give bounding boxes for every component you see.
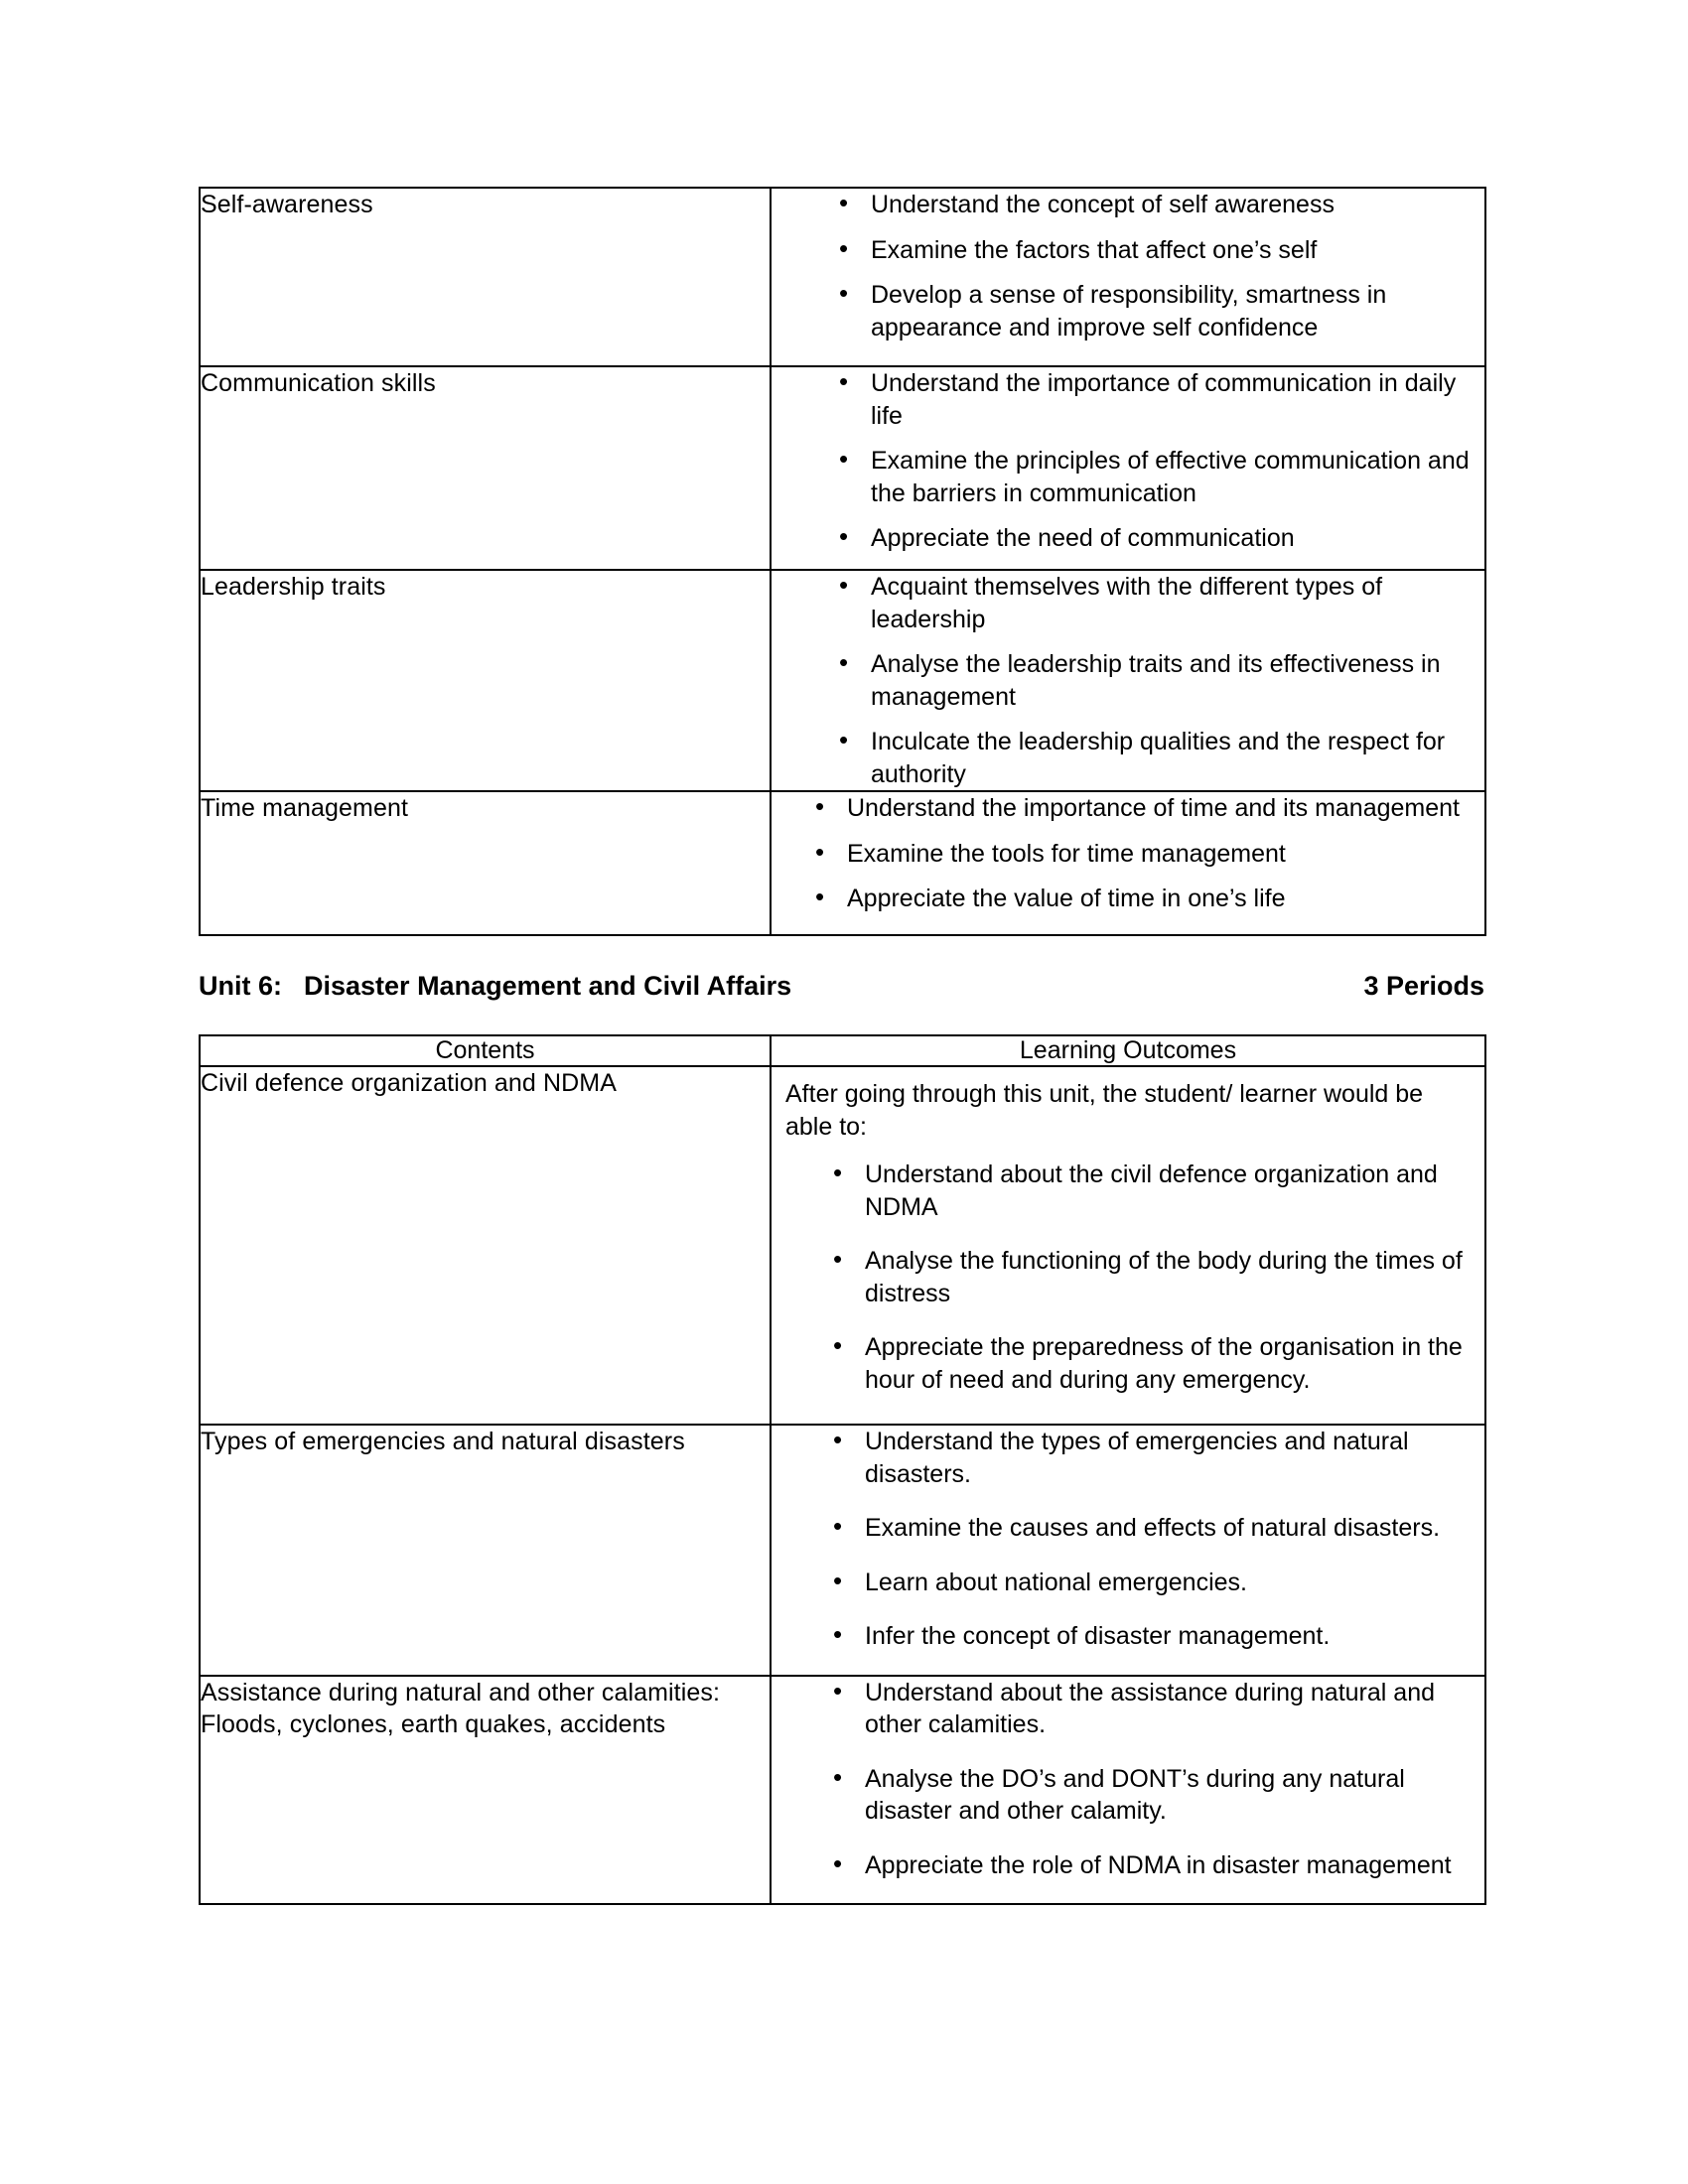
outcomes-cell [771, 570, 1485, 791]
unit-periods: 3 Periods [1363, 971, 1484, 1001]
table-row [200, 791, 1485, 935]
list-item: • Analyse the DO’s and DONT’s during any natural disaster and other calamity. [772, 1763, 1484, 1828]
list-item: • Understand about the assistance during natural and other calamities. [772, 1677, 1484, 1741]
unit-heading [199, 971, 1484, 1002]
list-item: • Appreciate the preparedness of the organisation in the hour of need and during any emergency. [772, 1331, 1484, 1396]
table-row [200, 1676, 1485, 1905]
unit6-table [199, 1034, 1486, 1905]
list-item: • Examine the factors that affect one’s self [772, 234, 1484, 267]
list-item: • Appreciate the need of communication [772, 522, 1484, 555]
outcomes-list [772, 1426, 1484, 1653]
outcomes-list [772, 189, 1484, 343]
outcomes-list [772, 1677, 1484, 1882]
outcomes-cell [771, 1676, 1485, 1905]
unit5-continuation-table [199, 187, 1486, 936]
list-item: • Analyse the leadership traits and its effectiveness in management [772, 648, 1484, 713]
outcomes-cell [771, 188, 1485, 366]
outcomes-list [772, 792, 1484, 915]
content-label: Communication skills [201, 369, 436, 397]
unit-number: Unit 6: [199, 971, 282, 1001]
table-row [200, 1066, 1485, 1425]
list-item: • Understand about the civil defence organization and NDMA [772, 1159, 1484, 1223]
column-header-contents: Contents [200, 1035, 771, 1066]
outcomes-cell [771, 366, 1485, 570]
list-item: • Understand the importance of communication in daily life [772, 367, 1484, 432]
list-item: • Infer the concept of disaster management. [772, 1620, 1484, 1653]
outcomes-cell [771, 1066, 1485, 1425]
list-item: • Understand the concept of self awareness [772, 189, 1484, 221]
content-cell [200, 366, 771, 570]
list-item: • Inculcate the leadership qualities and the respect for authority [772, 726, 1484, 790]
content-cell [200, 791, 771, 935]
table-header-row [200, 1035, 1485, 1066]
content-cell [200, 1066, 771, 1425]
content-label: Time management [201, 794, 408, 822]
outcomes-list [772, 1159, 1484, 1424]
outcomes-list [772, 571, 1484, 790]
outcomes-cell [771, 1425, 1485, 1676]
content-cell [200, 1425, 771, 1676]
table-row [200, 366, 1485, 570]
list-item: • Examine the tools for time management [772, 838, 1484, 871]
unit-heading-left [199, 971, 791, 1002]
list-item: • Appreciate the value of time in one’s life [772, 883, 1484, 915]
column-header-learning-outcomes: Learning Outcomes [771, 1035, 1485, 1066]
list-item: • Examine the causes and effects of natural disasters. [772, 1512, 1484, 1545]
table-row [200, 570, 1485, 791]
table-row [200, 188, 1485, 366]
content-label: Leadership traits [201, 573, 386, 601]
list-item: • Develop a sense of responsibility, smartness in appearance and improve self confidence [772, 279, 1484, 343]
content-label: Assistance during natural and other calamities: Floods, cyclones, earth quakes, accidents [201, 1678, 721, 1738]
content-cell [200, 1676, 771, 1905]
list-item: • Acquaint themselves with the different types of leadership [772, 571, 1484, 635]
list-item: • Understand the importance of time and its management [772, 792, 1484, 825]
content-label: Types of emergencies and natural disasters [201, 1428, 685, 1455]
unit-title: Disaster Management and Civil Affairs [304, 971, 792, 1001]
list-item: • Understand the types of emergencies and natural disasters. [772, 1426, 1484, 1490]
list-item: • Appreciate the role of NDMA in disaster management [772, 1849, 1484, 1882]
list-item: • Examine the principles of effective communication and the barriers in communication [772, 445, 1484, 509]
outcomes-cell [771, 791, 1485, 935]
outcomes-list [772, 367, 1484, 555]
list-item: • Analyse the functioning of the body during the times of distress [772, 1245, 1484, 1309]
table-row [200, 1425, 1485, 1676]
content-label: Civil defence organization and NDMA [201, 1069, 617, 1097]
content-label: Self-awareness [201, 191, 373, 218]
content-cell [200, 188, 771, 366]
content-cell [200, 570, 771, 791]
list-item: • Learn about national emergencies. [772, 1567, 1484, 1599]
outcomes-intro: After going through this unit, the student/ learner would be able to: [785, 1080, 1424, 1141]
